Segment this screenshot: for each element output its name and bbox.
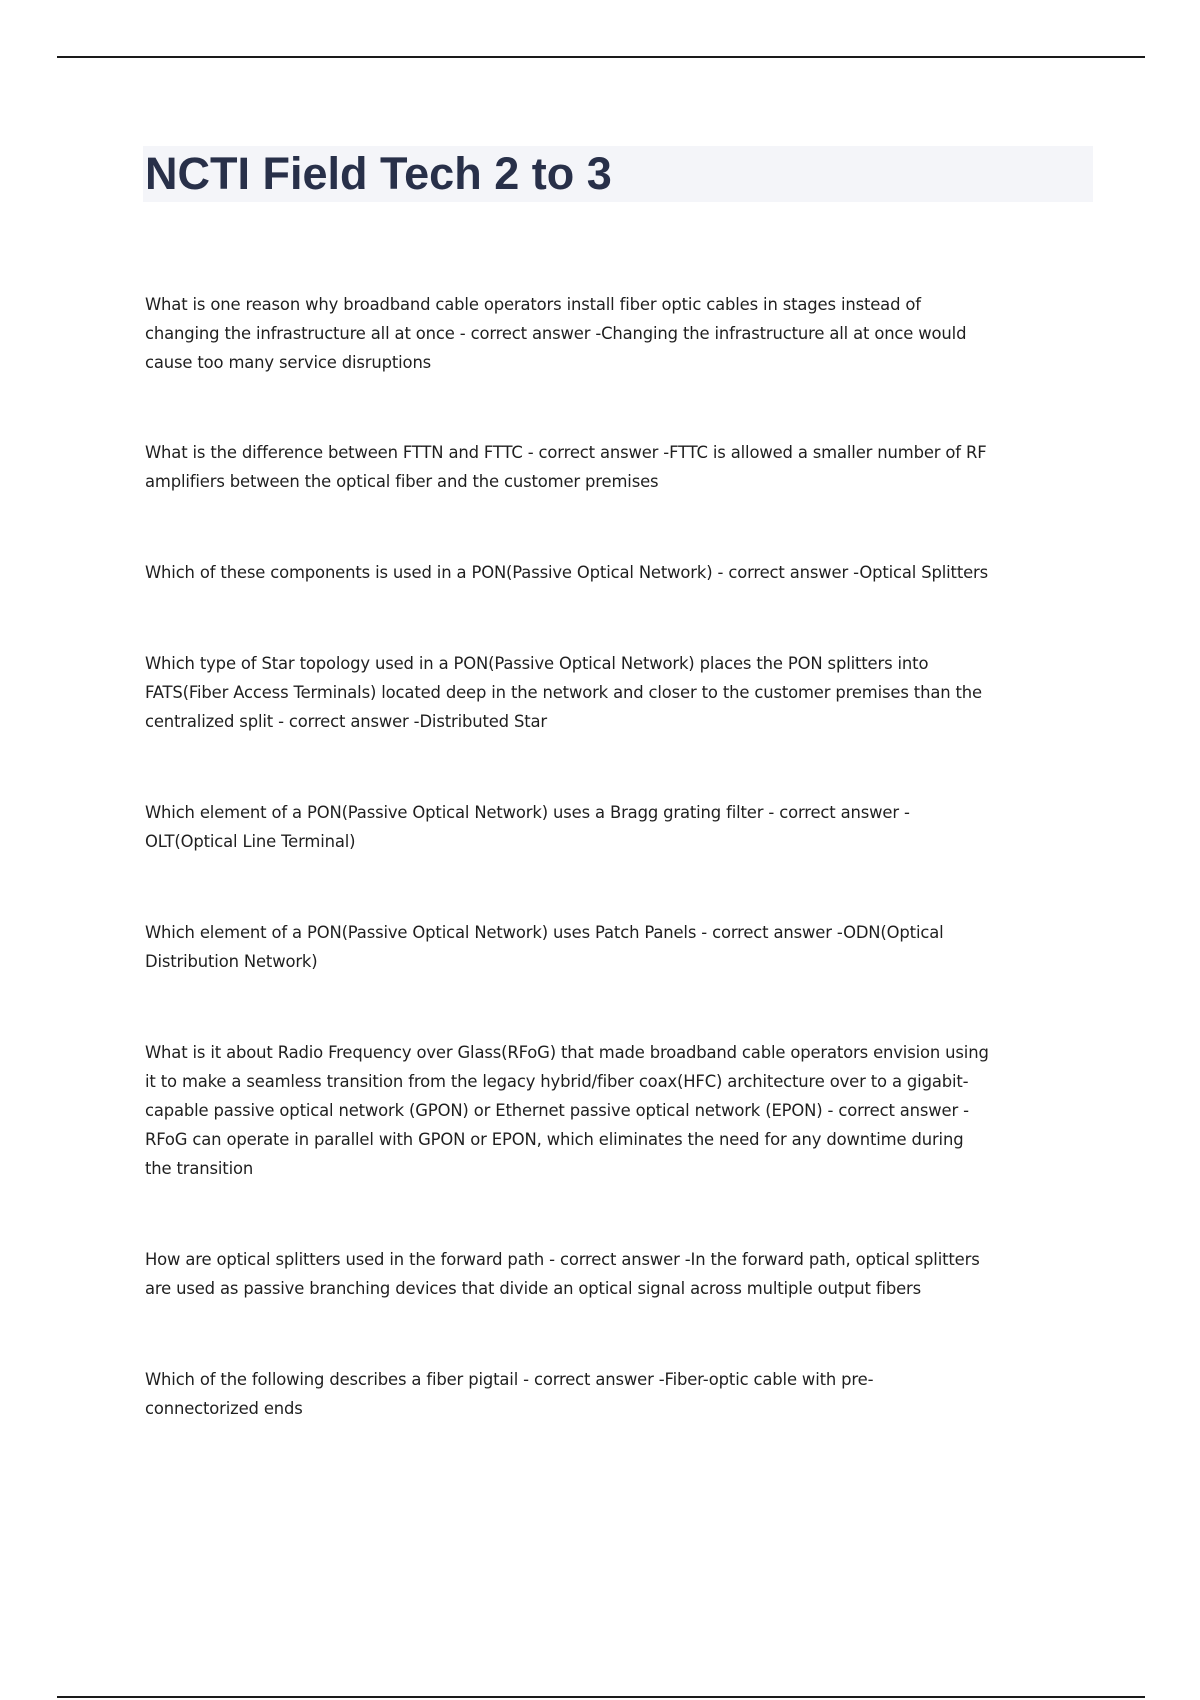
qa-item: [145, 438, 1095, 496]
qa-line: it to make a seamless transition from the legacy hybrid/fiber coax(HFC) architecture over to a gigabit-: [145, 1072, 969, 1091]
qa-line: the transition: [145, 1159, 254, 1178]
document-title: NCTI Field Tech 2 to 3: [145, 148, 612, 199]
qa-item: [145, 1245, 1095, 1303]
bottom-rule: [57, 1696, 1145, 1698]
qa-line: Distribution Network): [145, 952, 318, 971]
qa-line: FATS(Fiber Access Terminals) located deep in the network and closer to the customer premises than the: [145, 683, 982, 702]
qa-line: How are optical splitters used in the forward path - correct answer -In the forward path, optical splitters: [145, 1250, 980, 1269]
qa-line: Which of the following describes a fiber pigtail - correct answer -Fiber-optic cable with pre-: [145, 1370, 874, 1389]
qa-line: RFoG can operate in parallel with GPON or EPON, which eliminates the need for any downtime during: [145, 1130, 964, 1149]
qa-item: [145, 290, 1095, 377]
qa-item: [145, 918, 1095, 976]
qa-line: are used as passive branching devices that divide an optical signal across multiple output fibers: [145, 1279, 922, 1298]
qa-line: Which element of a PON(Passive Optical Network) uses Patch Panels - correct answer -ODN(Optical: [145, 923, 944, 942]
qa-item: [145, 649, 1095, 736]
top-rule: [57, 56, 1145, 58]
qa-line: What is the difference between FTTN and FTTC - correct answer -FTTC is allowed a smaller number of RF: [145, 443, 987, 462]
qa-item: [145, 1038, 1095, 1183]
qa-item: [145, 558, 1095, 587]
qa-line: What is it about Radio Frequency over Glass(RFoG) that made broadband cable operators envision using: [145, 1043, 989, 1062]
qa-line: cause too many service disruptions: [145, 353, 432, 372]
qa-line: changing the infrastructure all at once - correct answer -Changing the infrastructure all at once would: [145, 324, 967, 343]
qa-item: [145, 798, 1095, 856]
qa-line: Which type of Star topology used in a PON(Passive Optical Network) places the PON splitters into: [145, 654, 929, 673]
qa-line: Which element of a PON(Passive Optical Network) uses a Bragg grating filter - correct answer -: [145, 803, 910, 822]
qa-list: [145, 290, 1095, 1423]
qa-line: capable passive optical network (GPON) or Ethernet passive optical network (EPON) - correct answer -: [145, 1101, 969, 1120]
qa-line: centralized split - correct answer -Distributed Star: [145, 712, 548, 731]
qa-line: Which of these components is used in a PON(Passive Optical Network) - correct answer -Optical Splitters: [145, 563, 989, 582]
qa-line: What is one reason why broadband cable operators install fiber optic cables in stages instead of: [145, 295, 921, 314]
qa-line: connectorized ends: [145, 1399, 303, 1418]
qa-line: amplifiers between the optical fiber and the customer premises: [145, 472, 659, 491]
qa-item: [145, 1365, 1095, 1423]
qa-line: OLT(Optical Line Terminal): [145, 832, 356, 851]
